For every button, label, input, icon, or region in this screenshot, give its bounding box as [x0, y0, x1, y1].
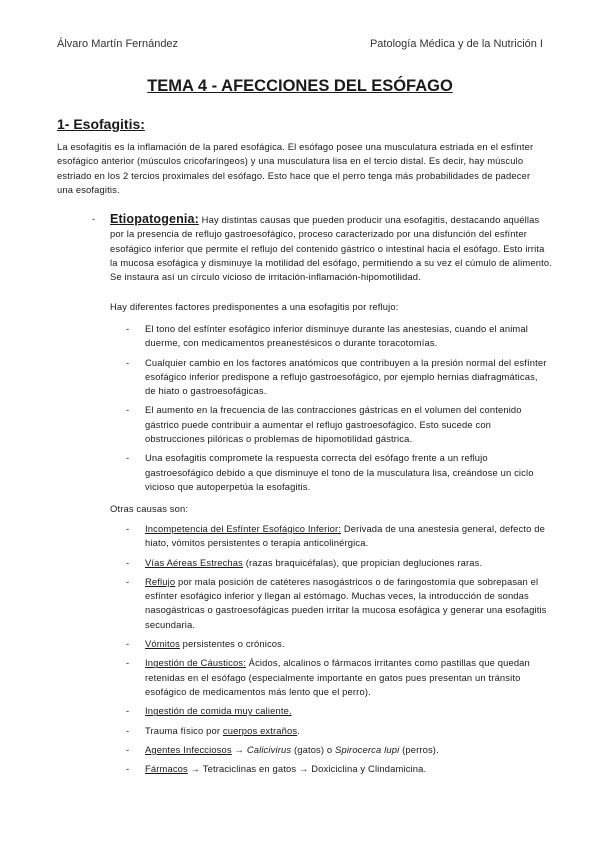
list-item-text: El aumento en la frecuencia de las contracciones gástricas en el volumen del contenido gástrico puede contribuir a aumentar el reflujo gastroesofágico. Esto sucede con obstrucciones pilóricas o problemas de hipomotilidad gástrica. [145, 404, 522, 445]
list-item [126, 322, 551, 351]
section-heading: 1- Esofagitis: [57, 116, 145, 132]
list-item [126, 356, 551, 399]
list-item-term: Agentes Infecciosos [145, 743, 232, 755]
list-item-term: Vómitos [145, 638, 180, 650]
list-item-text: Una esofagitis compromete la respuesta correcta del esófago frente a un reflujo gastroesofágico debido a que disminuye el tono de la musculatura lisa, creándose un ciclo vicioso que autoperpetúa la esofagitis. [145, 452, 534, 492]
bullet-dash: - [126, 452, 130, 464]
list-item [126, 724, 551, 738]
bullet-dash: - [126, 724, 130, 736]
list-item-term: Reflujo [145, 575, 176, 587]
list-item-term: cuerpos extraños [222, 724, 298, 736]
otras-causas-list [126, 522, 551, 781]
list-item [126, 522, 551, 551]
list-item-text: Spirocerca lupi [335, 743, 400, 755]
page-title: TEMA 4 - AFECCIONES DEL ESÓFAGO [147, 77, 453, 95]
list-item-term: Vías Aéreas Estrechas [145, 556, 243, 568]
list-item [126, 403, 551, 446]
bullet-dash: - [126, 657, 130, 669]
list-item-text: (gatos) o [291, 743, 336, 755]
list-item-text: . [297, 724, 300, 736]
list-item-text: → [231, 743, 247, 755]
list-item [126, 743, 551, 757]
predisponentes-intro: Hay diferentes factores predisponentes a una esofagitis por reflujo: [110, 301, 399, 312]
list-item [126, 556, 551, 570]
list-item-term: Ingestión de Cáusticos: [145, 657, 246, 669]
list-item [126, 637, 551, 651]
predisponentes-list [126, 322, 551, 499]
list-item-term: Ingestión de comida muy caliente. [145, 705, 292, 717]
list-item-text: Ácidos, alcalinos o fármacos irritantes como pastillas que quedan retenidas en el esófago (especialmente importante en gatos pues presentan un tránsito esofágico de medicamentos más lento que el perro). [145, 657, 530, 697]
otras-causas-intro: Otras causas son: [110, 503, 189, 514]
bullet-dash: - [126, 556, 130, 568]
bullet-dash: - [126, 356, 130, 368]
intro-paragraph: La esofagitis es la inflamación de la pared esofágica. El esófago posee una musculatura estriada en el esfínter esofágico anterior (músculos cricofaríngeos) y una musculatura lisa en el tercio distal. Es decir, hay músculo estriado en los 2 tercios proximales del esófago. Esto hace que el perro tenga más probabilidades de padecer una esofagitis. [57, 141, 534, 195]
bullet-dash: - [126, 323, 130, 334]
bullet-dash: - [126, 575, 130, 587]
list-item-text: Derivada de una anestesia general, defecto de hiato, vómitos persistentes o terapia anticolinérgica. [145, 523, 545, 549]
bullet-dash: - [126, 743, 130, 755]
list-item [126, 656, 551, 699]
list-item-text: Cualquier cambio en los factores anatómicos que contribuyen a la presión normal del esfínter esofágico inferior predispone a reflujo gastroesofágico, por ejemplo hernias diafragmáticas, de hiato o gastroesofágicas. [145, 356, 547, 397]
header-author: Álvaro Martín Fernández [57, 38, 179, 50]
bullet-dash: - [126, 404, 130, 416]
list-item-term: Fármacos [145, 763, 188, 775]
list-item-text: Trauma físico por [145, 724, 223, 736]
bullet-dash: - [126, 705, 130, 717]
bullet-dash: - [92, 213, 96, 224]
list-item [126, 575, 551, 632]
list-item-text: Calicivirus [246, 743, 292, 755]
list-item-text: (perros). [399, 743, 439, 755]
list-item-text: → Tetraciclinas en gatos → Doxiciclina y Clindamicina. [187, 763, 427, 775]
etiopatogenia-item [92, 212, 552, 284]
list-item [126, 762, 551, 776]
list-item [126, 451, 551, 494]
etiopatogenia-label: Etiopatogenia: [110, 212, 199, 226]
list-item [126, 704, 551, 718]
etiopatogenia-text: Hay distintas causas que pueden producir una esofagitis, destacando aquéllas por la presencia de reflujo gastroesofágico, proceso caracterizado por una disfunción del esfínter esofágico inferior que permite el reflujo del contenido gástrico o intestinal hacia el esófago. Esto irrita la mucosa esofágica y disminuye la motilidad del esófago, permitiendo a su vez el cúmulo de alimento. Se instaura así un círculo vicioso de irritación-inflamación-hipomotilidad. [110, 214, 552, 283]
list-item-text: (razas braquicéfalas), que propician degluciones raras. [243, 556, 483, 568]
list-item-text: por mala posición de catéteres nasogástricos o de faringostomía que sobrepasan el esfínter esofágico inferior y llegan al estómago. Muchas veces, la introducción de sondas nasogástricas o gastroesofágicas pueden irritar la mucosa esofágica y generar una esofagitis secundaria. [145, 575, 547, 630]
list-item-text: El tono del esfínter esofágico inferior disminuye durante las anestesias, cuando el animal duerme, con medicamentos preanestésicos o durante toracotomías. [145, 323, 528, 349]
bullet-dash: - [126, 638, 130, 650]
bullet-dash: - [126, 523, 130, 534]
bullet-dash: - [126, 763, 130, 775]
header-course: Patología Médica y de la Nutrición I [369, 38, 543, 50]
list-item-term: Incompetencia del Esfínter Esofágico Inferior: [145, 523, 342, 534]
list-item-text: persistentes o crónicos. [179, 638, 285, 650]
